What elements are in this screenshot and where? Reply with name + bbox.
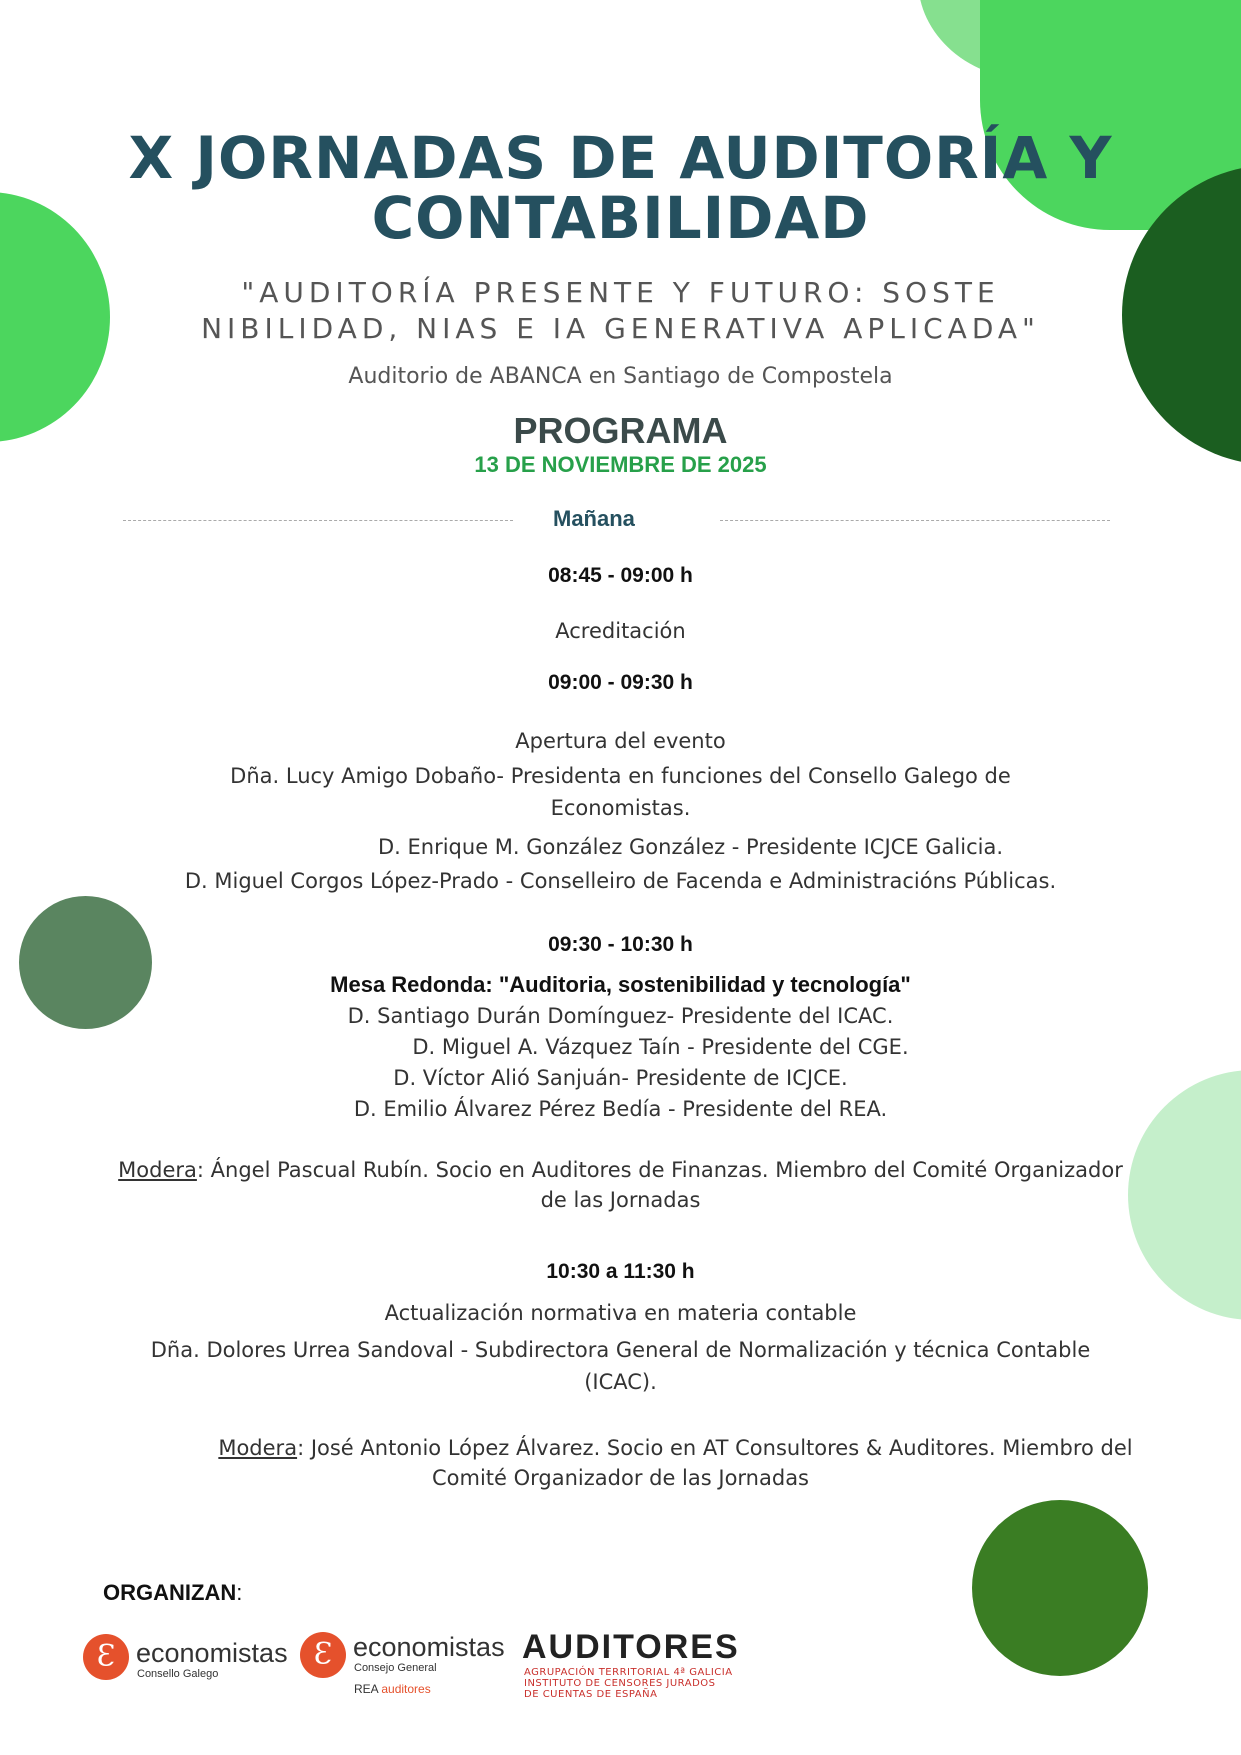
session-4-title: Actualización normativa en materia contable — [384, 1301, 857, 1325]
session-3-moderator-line-1 — [0, 1155, 1241, 1185]
session-4-time: 10:30 a 11:30 h — [546, 1260, 695, 1283]
section-label: Mañana — [553, 506, 635, 531]
event-subtitle — [0, 275, 1241, 347]
logo-2-name: economistas — [353, 1632, 505, 1662]
session-1-title: Acreditación — [555, 619, 686, 643]
logo-2-rea — [354, 1682, 431, 1696]
session-2-speaker-2: D. Enrique M. González González - Presidente ICJCE Galicia. — [377, 835, 1004, 859]
logo-2-auditores-text: auditores — [381, 1682, 431, 1696]
logo-1-sub: Consello Galego — [137, 1668, 219, 1680]
economistas-e-icon: Ɛ — [300, 1632, 346, 1678]
organizers-colon: : — [236, 1580, 243, 1605]
event-venue: Auditorio de ABANCA en Santiago de Compostela — [348, 364, 893, 389]
logo-1-name: economistas — [136, 1638, 288, 1668]
subtitle-line-1: "AUDITORÍA PRESENTE Y FUTURO: SOSTE — [241, 276, 1000, 309]
programa-heading: PROGRAMA — [513, 410, 728, 451]
subtitle-line-2: NIBILIDAD, NIAS E IA GENERATIVA APLICADA" — [201, 312, 1040, 345]
session-4-moderator — [0, 1433, 1241, 1493]
session-3-title: Mesa Redonda: "Auditoria, sostenibilidad y tecnología" — [330, 972, 911, 997]
session-2-speaker-1 — [0, 760, 1241, 824]
session-4-speaker-1 — [0, 1334, 1241, 1398]
event-date: 13 DE NOVIEMBRE DE 2025 — [474, 452, 767, 477]
moderator-text: : Ángel Pascual Rubín. Socio en Auditores de Finanzas. Miembro del Comité Organizador — [196, 1158, 1123, 1182]
organizers-label-text: ORGANIZAN — [103, 1580, 237, 1605]
session-4-moderator-line-1 — [0, 1433, 1241, 1463]
session-3-speaker-3: D. Víctor Alió Sanjuán- Presidente de ICJCE. — [393, 1066, 848, 1090]
logo-2-rea-text: REA — [354, 1682, 382, 1696]
divider-left — [123, 520, 513, 521]
logo-auditores — [522, 1628, 742, 1698]
session-3-time: 09:30 - 10:30 h — [548, 933, 693, 956]
logo-3-name: AUDITORES — [522, 1628, 740, 1666]
session-4-moderator-line-2: Comité Organizador de las Jornadas — [431, 1466, 809, 1490]
economistas-e-icon: Ɛ — [83, 1634, 129, 1680]
logo-2-sub: Consejo General — [354, 1662, 437, 1674]
session-3-speaker-2: D. Miguel A. Vázquez Taín - Presidente del CGE. — [412, 1035, 909, 1059]
session-4-speaker-1-line-1: Dña. Dolores Urrea Sandoval - Subdirectora General de Normalización y técnica Contable — [150, 1338, 1091, 1362]
moderator-label: Modera — [118, 1158, 197, 1182]
session-2-time: 09:00 - 09:30 h — [548, 671, 693, 694]
deco-forest-circle-bottom-right — [972, 1500, 1148, 1676]
session-1-time: 08:45 - 09:00 h — [548, 564, 693, 587]
divider-right — [720, 520, 1110, 521]
title-line-1: X JORNADAS DE AUDITORÍA Y — [128, 124, 1113, 192]
session-4-speaker-1-line-2: (ICAC). — [584, 1370, 657, 1394]
session-3-speaker-1: D. Santiago Durán Domínguez- Presidente del ICAC. — [347, 1004, 894, 1028]
organizers-label — [103, 1580, 242, 1606]
logo-3-sub-2: INSTITUTO DE CENSORES JURADOS — [524, 1678, 716, 1689]
event-title — [0, 124, 1241, 252]
logo-economistas-consello-galego — [83, 1634, 288, 1684]
title-line-2: CONTABILIDAD — [371, 184, 870, 252]
logo-3-sub-1: AGRUPACIÓN TERRITORIAL 4ª GALICIA — [524, 1667, 733, 1678]
moderator-text: : José Antonio López Álvarez. Socio en AT Consultores & Auditores. Miembro del — [297, 1436, 1133, 1460]
session-3-speaker-4: D. Emilio Álvarez Pérez Bedía - Presidente del REA. — [353, 1097, 888, 1121]
logo-3-sub-3: DE CUENTAS DE ESPAÑA — [524, 1689, 658, 1700]
session-2-speaker-3: D. Miguel Corgos López-Prado - Conselleiro de Facenda e Administracións Públicas. — [184, 869, 1057, 893]
session-2-speaker-1-line-2: Economistas. — [550, 796, 691, 820]
session-3-moderator — [0, 1155, 1241, 1215]
moderator-label: Modera — [218, 1436, 298, 1460]
session-2-title: Apertura del evento — [515, 729, 726, 753]
session-3-moderator-line-2: de las Jornadas — [540, 1188, 701, 1212]
session-2-speaker-1-line-1: Dña. Lucy Amigo Dobaño- Presidenta en funciones del Consello Galego de — [230, 764, 1011, 788]
logo-economistas-consejo-general — [300, 1630, 505, 1700]
